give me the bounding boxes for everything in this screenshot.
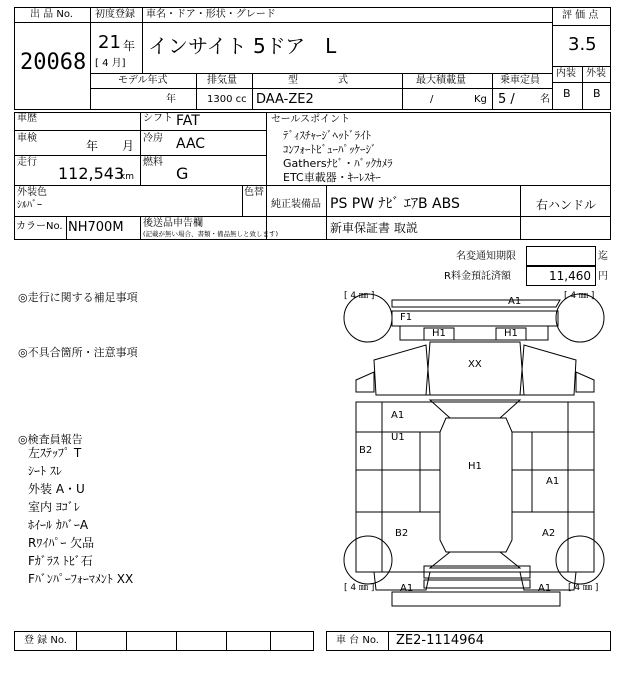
history-label: 車歴 — [17, 113, 37, 124]
equipment-label: 純正装備品 — [271, 199, 321, 210]
damage-mark: H1 — [504, 328, 518, 339]
sales-point-item: ETC車載器・ｷｰﾚｽｷｰ — [283, 171, 381, 184]
recycle-value: 11,460 — [549, 269, 591, 283]
ac-value: AAC — [176, 136, 206, 152]
capacity-value: 5 / — [498, 92, 515, 107]
inspection-label: 車検 — [17, 133, 37, 144]
inspector-item: 室内 ﾖｺﾞﾚ — [28, 500, 80, 514]
color-change-label: 色替 — [244, 187, 264, 198]
inspector-report-title: ◎検査員報告 — [18, 433, 83, 446]
divider — [270, 631, 271, 651]
tire-depth-label: [ 4 ㎜ ] — [344, 291, 375, 301]
damage-mark: A1 — [538, 583, 552, 594]
model-year-unit: 年 — [166, 94, 176, 105]
damage-mark: A1 — [400, 583, 414, 594]
grade-score: 3.5 — [568, 34, 597, 55]
steering-value: 右ハンドル — [536, 198, 597, 212]
name-change-label: 名変通知期限 — [456, 251, 516, 262]
reg-month: [ 4 月] — [95, 58, 126, 69]
name-change-unit: 迄 — [598, 251, 608, 262]
displacement-label: 排気量 — [207, 75, 237, 86]
equipment-value: PS PW ﾅﾋﾞ ｴｱB ABS — [330, 196, 460, 212]
defect-notes-title: ◎不具合箇所・注意事項 — [18, 346, 138, 359]
model-code: DAA-ZE2 — [256, 92, 314, 107]
lot-number: 20068 — [20, 50, 87, 75]
max-load-label: 最大積載量 — [416, 75, 466, 86]
damage-mark: A1 — [546, 476, 560, 487]
tire-depth-label: [ 4 ㎜ ] — [568, 583, 599, 593]
damage-mark: B2 — [359, 445, 373, 456]
chassis-number: ZE2-1114964 — [396, 633, 484, 648]
color-no-value: NH700M — [68, 220, 124, 235]
damage-mark: F1 — [400, 312, 413, 323]
registration-label: 登 録 No. — [24, 635, 67, 646]
car-name: インサイト 5ドア L — [148, 34, 337, 58]
exterior-grade: B — [593, 87, 601, 100]
exterior-label: 外装 — [586, 68, 606, 79]
sales-point-item: ﾃﾞｨｽﾁｬｰｼﾞﾍｯﾄﾞﾗｲﾄ — [283, 129, 371, 142]
inspector-item: ﾎｲｰﾙ ｶﾊﾞｰA — [28, 518, 89, 532]
lot-label: 出 品 No. — [30, 9, 73, 20]
fuel-label: 燃料 — [143, 157, 163, 168]
model-year-label: モデル年式 — [118, 75, 168, 86]
recycle-unit: 円 — [598, 271, 608, 282]
max-load-unit: Kg — [474, 94, 487, 105]
shift-label: シフト — [143, 113, 173, 124]
inspector-item: 外装 A・U — [28, 482, 85, 496]
mileage-label: 走行 — [17, 157, 37, 168]
mileage-value: 112,543 — [58, 164, 125, 183]
shift-value: FAT — [176, 113, 200, 129]
car-name-label: 車名・ドア・形状・グレード — [146, 9, 276, 20]
inspector-item: 左ｽﾃｯﾌﾟ T — [28, 446, 82, 460]
interior-grade: B — [563, 87, 571, 100]
inspection-year: 年 — [86, 139, 99, 153]
tire-depth-label: [ 4 ㎜ ] — [344, 583, 375, 593]
inspector-item: ｼｰﾄ ｽﾚ — [28, 464, 62, 478]
damage-mark: H1 — [468, 461, 482, 472]
ext-color-label: 外装色 — [17, 187, 47, 198]
docs-label: 後送品申告欄 — [143, 218, 203, 229]
model-code-label: 型 式 — [288, 75, 348, 86]
inspection-month: 月 — [122, 139, 135, 153]
first-reg-label: 初度登録 — [95, 9, 135, 20]
grade-label: 評 価 点 — [562, 10, 599, 21]
interior-label: 内装 — [556, 68, 576, 79]
mileage-unit: km — [120, 172, 134, 182]
damage-mark: U1 — [391, 432, 405, 443]
displacement-value: 1300 cc — [207, 94, 247, 105]
reg-year: 21 — [98, 32, 121, 53]
divider — [388, 631, 389, 651]
reg-year-unit: 年 — [123, 39, 136, 53]
sales-points-label: セールスポイント — [271, 114, 351, 125]
capacity-unit: 名 — [540, 94, 550, 105]
driving-notes-title: ◎走行に関する補足事項 — [18, 291, 138, 304]
docs-note: (記載が無い場合、書類・備品無しと致します) — [143, 230, 279, 238]
chassis-label: 車 台 No. — [336, 635, 379, 646]
tire-depth-label: [ 4 ㎜ ] — [564, 291, 595, 301]
damage-mark: A1 — [508, 296, 522, 307]
inspector-item: Fﾊﾞﾝﾊﾟｰﾌｫｰﾏﾒﾝﾄ XX — [28, 572, 134, 586]
divider — [176, 631, 177, 651]
fuel-value: G — [176, 164, 189, 183]
sales-point-item: ｺﾝﾌｫｰﾄﾋﾞｭｰﾊﾟｯｹｰｼﾞ — [283, 143, 377, 156]
docs-value: 新車保証書 取説 — [330, 221, 418, 235]
sales-point-item: Gathersﾅﾋﾞ・ﾊﾞｯｸｶﾒﾗ — [283, 157, 393, 170]
damage-mark: A2 — [542, 528, 556, 539]
ext-color-value: ｼﾙﾊﾞｰ — [17, 200, 42, 211]
divider — [226, 631, 227, 651]
damage-mark: A1 — [391, 410, 405, 421]
divider — [126, 631, 127, 651]
inspector-item: Rﾜｲﾊﾟｰ 欠品 — [28, 536, 95, 550]
damage-mark: H1 — [432, 328, 446, 339]
inspector-item: Fｶﾞﾗｽ ﾄﾋﾞ石 — [28, 554, 93, 568]
recycle-label: R料金預託済額 — [444, 271, 511, 282]
color-no-label: カラーNo. — [16, 221, 63, 232]
damage-mark: B2 — [395, 528, 409, 539]
max-load-value: / — [430, 94, 434, 105]
capacity-label: 乗車定員 — [500, 75, 540, 86]
ac-label: 冷房 — [143, 133, 163, 144]
divider — [76, 631, 77, 651]
damage-mark: XX — [468, 359, 482, 370]
